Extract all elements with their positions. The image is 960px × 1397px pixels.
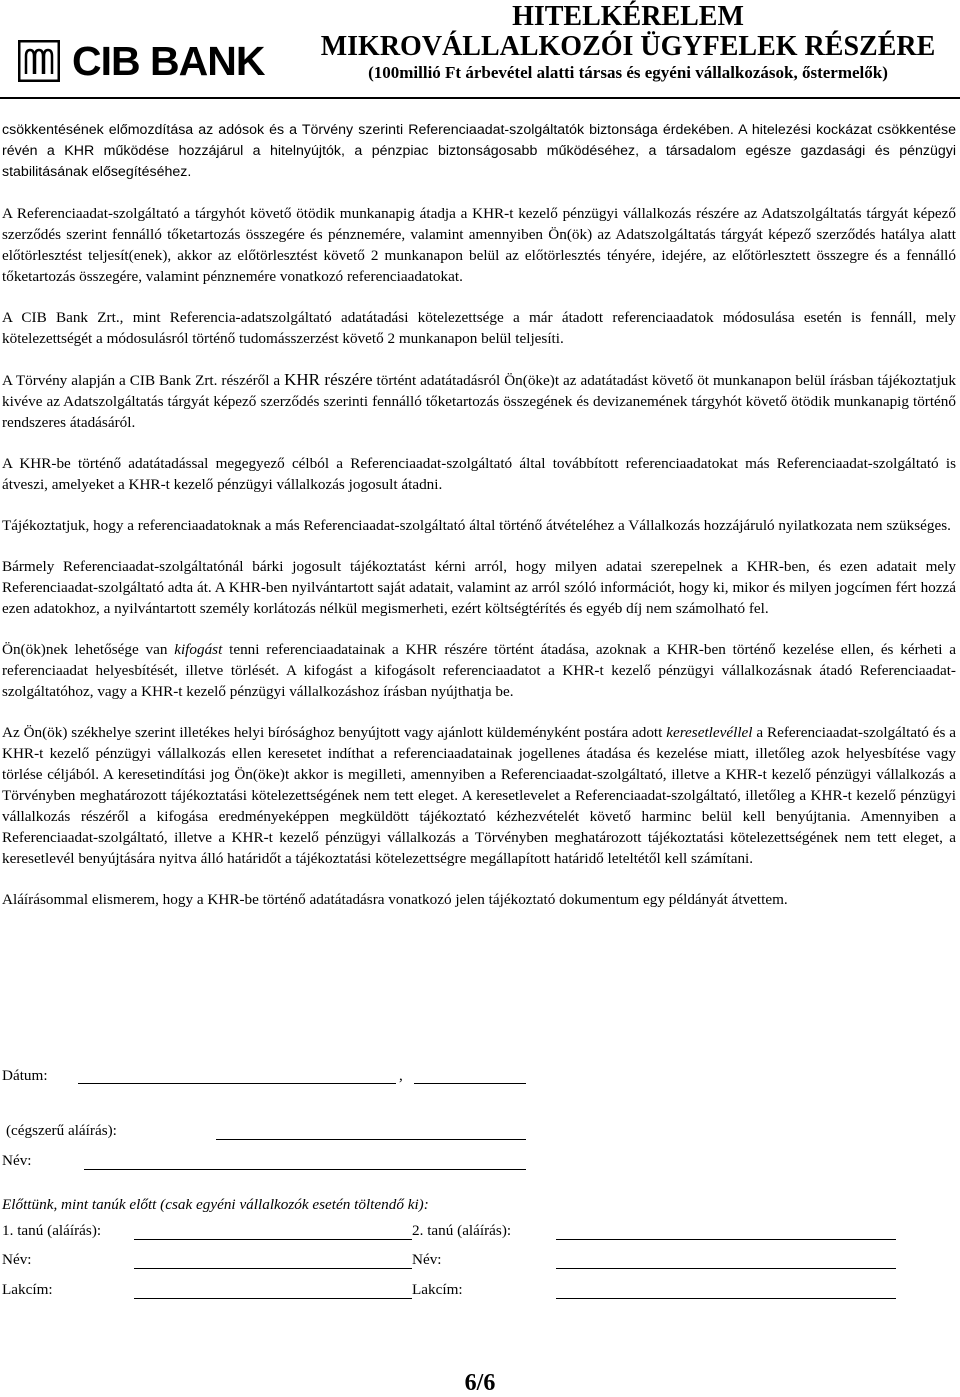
paragraph-8-b: kifogást — [174, 641, 223, 658]
date-label: Dátum: — [2, 1067, 48, 1084]
page-number: 6/6 — [464, 1370, 496, 1396]
name-field[interactable] — [84, 1169, 526, 1170]
title-line-2: MIKROVÁLLALKOZÓI ÜGYFELEK RÉSZÉRE — [320, 31, 936, 62]
paragraph-6: Tájékoztatjuk, hogy a referenciaadatoknak a más Referenciaadat-szolgáltató által történő átvételéhez a Vállalkozás hozzájáruló nyilatkozata nem szükséges. — [2, 517, 951, 534]
paragraph-8-c: tenni referenciaadatainak a KHR részére történt átadása, azoknak a KHR-ben történő kezelése ellen, és kérheti a referenciaadat helyesbítését, illetve törlését. A kifogást a kifogásolt referenciaadatot a KHR-t kezelő pénzügyi vállalkozásnak átadó Referenciaadat-szolgáltatóhoz, vagy a KHR-t kezelő pénzügyi vállalkozáshoz írásban nyújthatja be. — [2, 641, 956, 700]
paragraph-9-a: Az Ön(ök) székhelye szerint illetékes helyi bírósághoz benyújtott vagy ajánlott küldeményként postára adott — [2, 724, 667, 741]
document-body — [2, 120, 956, 930]
paragraph-9-c: a Referenciaadat-szolgáltató és a KHR-t kezelő pénzügyi vállalkozás ellen keresetet indíthat a referenciaadatainak jogellenes átadása és kezelése miatt, illetőleg azok helyesbítése vagy törlése céljából. A keresetindítási jog Ön(öke)t akkor is megilleti, amennyiben a Referenciaadat-szolgáltató, illetve a KHR-t kezelő pénzügyi vállalkozás a Törvényben meghatározott tájékoztatási kötelezettségének nem tett eleget. A keresetlevelet a Referenciaadat-szolgáltató, illetőleg a KHR-t kezelő pénzügyi vállalkozás részéről a kifogása eredményeképpen megküldött tájékoztató kézhezvételét követő harminc belül kell benyújtania. Amennyiben a Referenciaadat-szolgáltató, illetve a KHR-t kezelő pénzügyi vállalkozás a Törvényben meghatározott tájékoztatási kötelezettségének nem tett eleget, a keresetlevél benyújtására nyitva álló határidőt a tájékoztatási kötelezettségre megállapított határidő leteltétől kell számítani. — [2, 724, 956, 867]
paragraph-9 — [2, 722, 956, 869]
paragraph-2: A Referenciaadat-szolgáltató a tárgyhót követő ötödik munkanapig átadja a KHR-t kezelő pénzügyi vállalkozás részére az Adatszolgáltatás tárgyát képező szerződés szerint fennálló tőketartozás összegére és pénznemére, valamint amennyiben Ön(ök) az Adatszolgáltatás tárgyát képező szerződés hatálya alatt előtörlesztést teljesít(enek), akkor az előtörlesztést követő 2 munkanapon belül az előtörlesztés tényére, idejére, az előtörlesztett összegre és a fennálló tőketartozás összegére, valamint pénznemére vonatkozó referenciaadatokat. — [2, 205, 956, 285]
witness1-address-label: Lakcím: — [2, 1281, 53, 1298]
witness1-name-field[interactable] — [134, 1268, 412, 1269]
witness2-signature-field[interactable] — [556, 1239, 896, 1240]
date-year-field[interactable] — [414, 1083, 526, 1084]
paragraph-5: A KHR-be történő adatátadással megegyező célból a Referenciaadat-szolgáltató által továbbított referenciaadatokat más Referenciaadat-szolgáltató is átveszi, amelyeket a KHR-t kezelő pénzügyi vállalkozás jogosult átadni. — [2, 455, 956, 493]
paragraph-3: A CIB Bank Zrt., mint Referencia-adatszolgáltató adatátadási kötelezettsége a már átadott referenciaadatok módosulása esetén is fennáll, mely kötelezettségét a módosulásról történő tudomásszerzést követő 2 munkanapon belül teljesíti. — [2, 309, 956, 347]
paragraph-4-a: A Törvény alapján a CIB Bank Zrt. részéről a — [2, 372, 285, 389]
paragraph-10: Aláírásommal elismerem, hogy a KHR-be történő adatátadásra vonatkozó jelen tájékoztató dokumentum egy példányát átvettem. — [2, 891, 788, 908]
paragraph-4 — [2, 369, 956, 433]
witness1-name-label: Név: — [2, 1251, 32, 1268]
date-row — [2, 1067, 48, 1089]
paragraph-8-a: Ön(ök)nek lehetősége van — [2, 641, 175, 658]
cib-bank-logo — [18, 38, 264, 84]
witness1-label: 1. tanú (aláírás): — [2, 1222, 102, 1239]
witness2-address-label: Lakcím: — [412, 1281, 463, 1298]
paragraph-1: csökkentésének előmozdítása az adósok és a Törvény szerinti Referenciaadat-szolgáltatók biztonsága érdekében. A hitelezési kockázat csökkentése révén a KHR működése hozzájárul a hitelnyújtók, a pénzpiac biztonságosabb működéséhez, a társadalom egésze gazdasági és pénzügyi stabilitásának elősegítéséhez. — [2, 122, 956, 180]
signature-label: (cégszerű aláírás): — [6, 1122, 117, 1139]
document-title — [308, 2, 948, 84]
title-line-3: (100millió Ft árbevétel alatti társas és egyéni vállalkozások, őstermelők) — [368, 63, 888, 82]
witness1-address-field[interactable] — [134, 1298, 412, 1299]
paragraph-9-b: keresetlevéllel — [666, 724, 753, 741]
witness1-signature-field[interactable] — [134, 1239, 412, 1240]
signature-field[interactable] — [216, 1139, 526, 1140]
witness2-name-field[interactable] — [556, 1268, 896, 1269]
paragraph-7: Bármely Referenciaadat-szolgáltatónál bárki jogosult tájékoztatást kérni arról, hogy milyen adatai szerepelnek a KHR-ben, és ezen adatait mely Referenciaadat-szolgáltató adta át. A KHR-ben nyilvántartott saját adatait, valamint az arról szóló információt, hogy ki, mikor és milyen jogcímen fért hozzá ezen adatokhoz, a nyilvántartott személy korlátozás nélkül megismerheti, ezért költségtérítés és egyéb díj nem számolható fel. — [2, 558, 956, 617]
witness2-address-field[interactable] — [556, 1298, 896, 1299]
witness-note: Előttünk, mint tanúk előtt (csak egyéni vállalkozók esetén töltendő ki): — [2, 1196, 429, 1213]
paragraph-8 — [2, 639, 956, 702]
date-field[interactable] — [78, 1083, 396, 1084]
cib-logo-icon — [18, 40, 60, 82]
paragraph-4-b: KHR részére — [284, 370, 373, 389]
date-separator: , — [399, 1067, 403, 1084]
title-line-1: HITELKÉRELEM — [512, 1, 744, 32]
header-divider — [0, 97, 960, 99]
page-header — [0, 0, 960, 100]
witness2-name-label: Név: — [412, 1251, 442, 1268]
name-label: Név: — [2, 1152, 32, 1169]
witness-note-row — [2, 1196, 429, 1218]
witness2-label: 2. tanú (aláírás): — [412, 1222, 512, 1239]
logo-text: CIB BANK — [72, 38, 265, 84]
paragraph-4-c: történt adatátadásról Ön(öke)t az adatátadást követő öt munkanapon belül írásban tájékoztatjuk kivéve az Adatszolgáltatás tárgyát képező szerződés szerinti fennálló tőketartozás összegének és devizanemének tárgyhót követő ötödik munkanapig történő rendszeres átadásáról. — [2, 372, 956, 431]
